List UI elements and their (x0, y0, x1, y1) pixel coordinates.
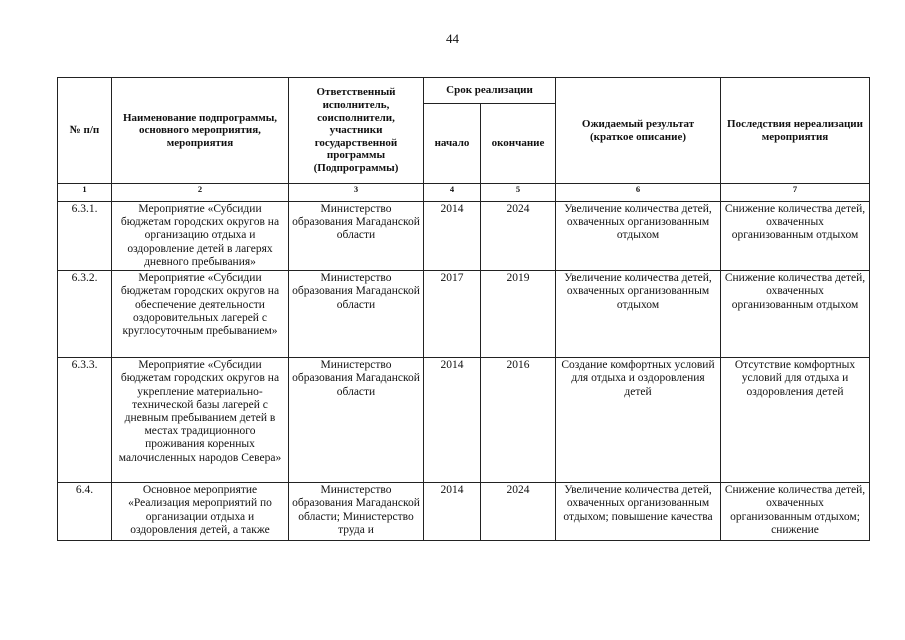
row-consequences: Отсутствие комфортных условий для отдыха и оздоровления детей (721, 358, 870, 483)
row-consequences: Снижение количества детей, охваченных организованным отдыхом (721, 271, 870, 358)
row-name: Основное мероприятие «Реализация мероприятий по организации отдыха и оздоровления детей, а также (112, 483, 289, 541)
row-start: 2014 (424, 483, 481, 541)
header-period: Срок реализации (424, 78, 556, 104)
row-num: 6.3.1. (58, 202, 112, 271)
header-consequences: Последствия нереализации мероприятия (721, 78, 870, 184)
column-number: 7 (721, 184, 870, 202)
row-responsible: Министерство образования Магаданской области; Министерство труда и (289, 483, 424, 541)
row-consequences: Снижение количества детей, охваченных организованным отдыхом; снижение (721, 483, 870, 541)
header-num: № п/п (58, 78, 112, 184)
row-start: 2014 (424, 202, 481, 271)
column-number: 1 (58, 184, 112, 202)
column-number: 4 (424, 184, 481, 202)
row-end: 2024 (481, 483, 556, 541)
activities-table (57, 77, 870, 541)
column-number-row (58, 184, 870, 202)
row-consequences: Снижение количества детей, охваченных организованным отдыхом (721, 202, 870, 271)
header-end: окончание (481, 104, 556, 184)
table-row (58, 483, 870, 541)
column-number: 5 (481, 184, 556, 202)
page-number: 44 (446, 31, 459, 46)
column-number: 3 (289, 184, 424, 202)
row-num: 6.3.2. (58, 271, 112, 358)
row-responsible: Министерство образования Магаданской области (289, 202, 424, 271)
header-name: Наименование подпрограммы, основного мероприятия, мероприятия (112, 78, 289, 184)
header-result: Ожидаемый результат (краткое описание) (556, 78, 721, 184)
column-number: 2 (112, 184, 289, 202)
row-result: Увеличение количества детей, охваченных организованным отдыхом (556, 271, 721, 358)
row-result: Создание комфортных условий для отдыха и оздоровления детей (556, 358, 721, 483)
table-row (58, 358, 870, 483)
row-result: Увеличение количества детей, охваченных организованным отдыхом; повышение качества (556, 483, 721, 541)
row-end: 2024 (481, 202, 556, 271)
row-start: 2014 (424, 358, 481, 483)
row-name: Мероприятие «Субсидии бюджетам городских округов на организацию отдыха и оздоровление детей в лагерях дневного пребывания» (112, 202, 289, 271)
row-name: Мероприятие «Субсидии бюджетам городских округов на укрепление материально-технической базы лагерей с дневным пребыванием детей в местах традиционного проживания коренных малочисленных народов Севера» (112, 358, 289, 483)
row-responsible: Министерство образования Магаданской области (289, 358, 424, 483)
row-num: 6.3.3. (58, 358, 112, 483)
column-number: 6 (556, 184, 721, 202)
table-row (58, 271, 870, 358)
row-result: Увеличение количества детей, охваченных организованным отдыхом (556, 202, 721, 271)
row-name: Мероприятие «Субсидии бюджетам городских округов на обеспечение деятельности оздоровительных лагерей с круглосуточным пребыванием» (112, 271, 289, 358)
row-start: 2017 (424, 271, 481, 358)
row-responsible: Министерство образования Магаданской области (289, 271, 424, 358)
row-end: 2016 (481, 358, 556, 483)
row-end: 2019 (481, 271, 556, 358)
header-start: начало (424, 104, 481, 184)
row-num: 6.4. (58, 483, 112, 541)
table-header-row (58, 78, 870, 104)
header-responsible: Ответственный исполнитель, соисполнители, участники государственной программы (Подпрограммы) (289, 78, 424, 184)
table-row (58, 202, 870, 271)
